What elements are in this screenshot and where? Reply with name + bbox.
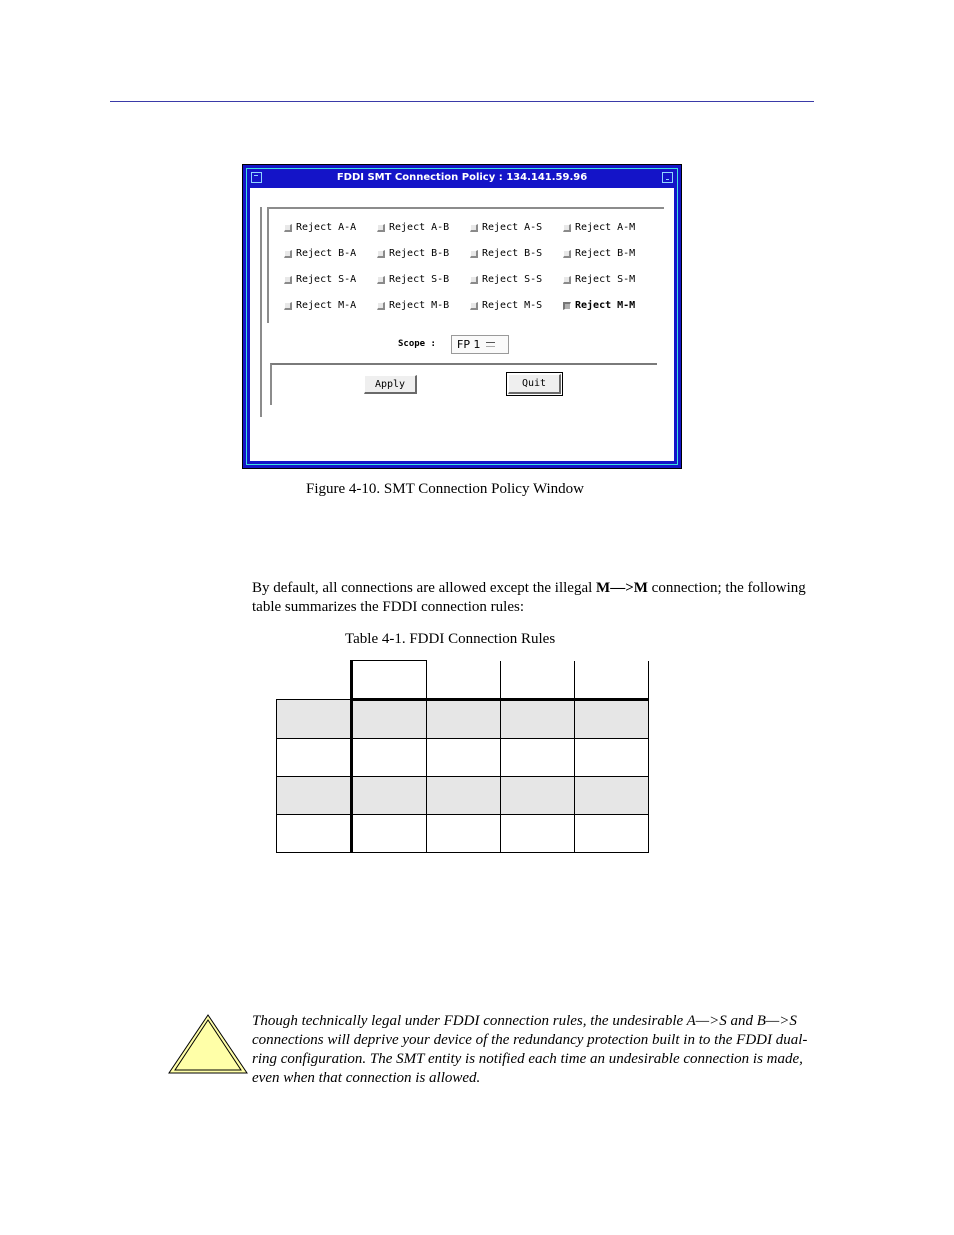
reject-checkbox[interactable]: [470, 274, 542, 285]
table-cell: [575, 700, 649, 739]
table-cell: [501, 815, 575, 853]
checkbox-label: Reject S-A: [296, 274, 357, 285]
checkbox-label: Reject B-M: [575, 248, 636, 259]
checkbox-indicator[interactable]: [284, 224, 292, 232]
checkbox-indicator[interactable]: [284, 250, 292, 258]
option-menu-icon: [486, 342, 495, 347]
reject-checkbox[interactable]: [284, 248, 356, 259]
caution-text: Though technically legal under FDDI connection rules, the undesirable A—>S and B—>S connections will deprive your device of the redundancy protection built in to the FDDI dual-ring configuration. The SMT entity is notified each time an undesirable connection is made, even when that connection is allowed.: [252, 1013, 808, 1086]
scope-value: FP 1: [457, 338, 481, 351]
header-rule: [110, 101, 814, 102]
reject-checkbox[interactable]: [470, 300, 542, 311]
reject-checkbox[interactable]: [377, 274, 449, 285]
checkbox-indicator[interactable]: [470, 250, 478, 258]
reject-checkbox[interactable]: [563, 300, 635, 311]
table-cell: [277, 777, 352, 815]
checkbox-indicator[interactable]: [470, 302, 478, 310]
table-cell: [352, 661, 427, 700]
table-row: [277, 700, 649, 739]
table-cell: [352, 700, 427, 739]
checkbox-label: Reject A-B: [389, 222, 450, 233]
reject-checkbox[interactable]: [284, 300, 356, 311]
checkbox-label: Reject M-M: [575, 300, 636, 311]
paragraph-text-after: connection; the following table summarizes the FDDI connection rules:: [252, 580, 806, 615]
table-caption: Table 4-1. FDDI Connection Rules: [345, 631, 556, 647]
table-cell: [277, 700, 352, 739]
outer-groove: [260, 207, 267, 417]
table-cell: [352, 739, 427, 777]
reject-checkbox[interactable]: [377, 248, 449, 259]
quit-button[interactable]: Quit: [508, 374, 561, 394]
table-row: [277, 815, 649, 853]
table-row: [277, 777, 649, 815]
intro-paragraph: [252, 579, 812, 617]
figure-caption: Figure 4-10. SMT Connection Policy Window: [306, 481, 585, 497]
checkbox-label: Reject S-M: [575, 274, 636, 285]
caution-triangle-icon: [167, 1013, 249, 1075]
reject-checkbox[interactable]: [284, 222, 356, 233]
fddi-connection-rules-table: [276, 660, 649, 853]
reject-checkbox[interactable]: [284, 274, 356, 285]
checkbox-indicator[interactable]: [377, 276, 385, 284]
checkbox-label: Reject A-M: [575, 222, 636, 233]
paragraph-bold-term: M—>M: [596, 580, 648, 596]
reject-checkbox[interactable]: [470, 248, 542, 259]
table-cell: [277, 739, 352, 777]
window-menu-icon[interactable]: [251, 172, 262, 183]
checkbox-indicator[interactable]: [377, 250, 385, 258]
smt-connection-policy-window: [242, 164, 682, 469]
checkbox-label: Reject M-B: [389, 300, 450, 311]
window-client-area: [250, 188, 674, 461]
checkbox-label: Reject A-S: [482, 222, 543, 233]
checkbox-label: Reject M-A: [296, 300, 357, 311]
table-cell: [501, 739, 575, 777]
table-cell: [427, 777, 501, 815]
checkbox-indicator[interactable]: [377, 302, 385, 310]
reject-checkbox[interactable]: [377, 222, 449, 233]
reject-checkbox[interactable]: [470, 222, 542, 233]
window-title: FDDI SMT Connection Policy : 134.141.59.96: [336, 172, 588, 183]
table-cell: [575, 815, 649, 853]
button-group-frame: [270, 363, 657, 405]
checkbox-indicator[interactable]: [284, 302, 292, 310]
table-cell: [427, 700, 501, 739]
paragraph-text-before: By default, all connections are allowed except the illegal: [252, 580, 597, 596]
checkbox-label: Reject M-S: [482, 300, 543, 311]
checkbox-indicator[interactable]: [563, 224, 571, 232]
table-cell: [277, 815, 352, 853]
checkbox-indicator[interactable]: [563, 276, 571, 284]
reject-checkbox[interactable]: [377, 300, 449, 311]
table-cell: [501, 700, 575, 739]
checkbox-indicator[interactable]: [563, 250, 571, 258]
checkbox-label: Reject A-A: [296, 222, 357, 233]
checkbox-label: Reject S-B: [389, 274, 450, 285]
table-cell: [427, 739, 501, 777]
table-cell: [575, 777, 649, 815]
apply-button[interactable]: Apply: [364, 375, 417, 394]
checkbox-indicator[interactable]: [470, 224, 478, 232]
table-cell: [501, 777, 575, 815]
reject-checkbox[interactable]: [563, 222, 635, 233]
table-corner-cell: [277, 661, 352, 700]
checkbox-indicator[interactable]: [284, 276, 292, 284]
table-row: [277, 739, 649, 777]
checkbox-label: Reject S-S: [482, 274, 543, 285]
checkbox-label: Reject B-A: [296, 248, 357, 259]
table-cell: [352, 777, 427, 815]
scope-select[interactable]: [451, 335, 509, 354]
scope-label: Scope :: [398, 339, 436, 349]
checkbox-indicator[interactable]: [377, 224, 385, 232]
table-header-row: [277, 661, 649, 700]
reject-checkbox[interactable]: [563, 248, 635, 259]
checkbox-indicator[interactable]: [470, 276, 478, 284]
checkbox-label: Reject B-B: [389, 248, 450, 259]
checkbox-label: Reject B-S: [482, 248, 543, 259]
reject-checkbox[interactable]: [563, 274, 635, 285]
minimize-icon[interactable]: [662, 172, 673, 183]
table-cell: [575, 739, 649, 777]
table-cell: [575, 661, 649, 700]
table-cell: [427, 815, 501, 853]
window-titlebar[interactable]: [248, 170, 676, 186]
table-cell: [427, 661, 501, 700]
checkbox-indicator[interactable]: [563, 302, 571, 310]
table-cell: [352, 815, 427, 853]
table-cell: [501, 661, 575, 700]
